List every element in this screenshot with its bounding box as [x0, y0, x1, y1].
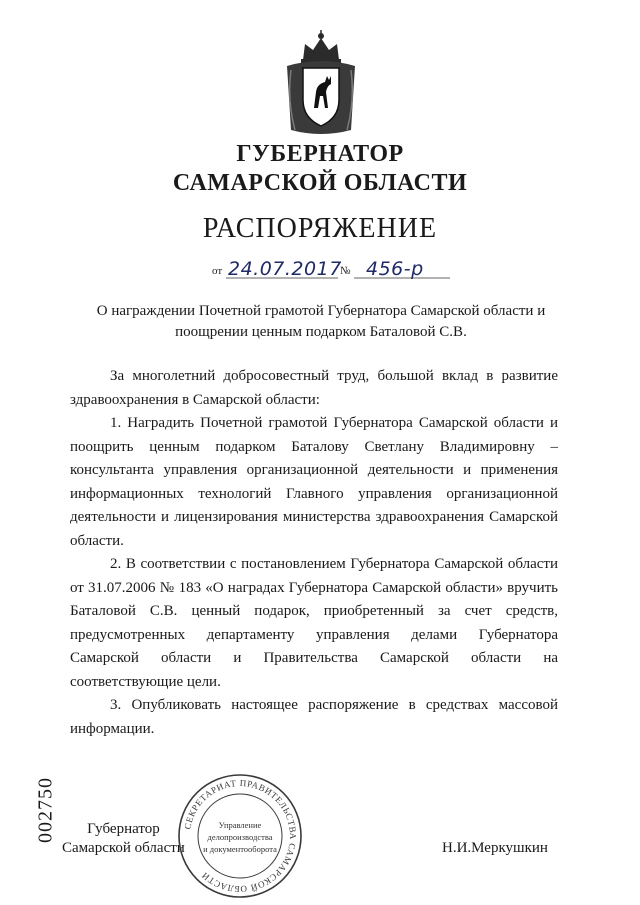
- item-3-paragraph: 3. Опубликовать настоящее распоряжение в средствах массовой информации.: [70, 697, 558, 737]
- preamble-paragraph: За многолетний добросовестный труд, большой вклад в развитие здравоохранения в Самарской области:: [70, 368, 558, 408]
- document-type: РАСПОРЯЖЕНИЕ: [202, 213, 438, 244]
- registry-side-code: [28, 760, 64, 860]
- number-label: №: [340, 265, 351, 277]
- coat-of-arms-icon: [281, 30, 361, 138]
- date-value: 24.07.2017: [228, 258, 342, 280]
- issuer-title-line2: САМАРСКОЙ ОБЛАСТИ: [172, 170, 468, 196]
- date-underline: [226, 277, 338, 279]
- side-code-text: 002750: [34, 777, 57, 843]
- stamp-center-line1: Управление: [218, 820, 262, 830]
- stamp-ring-text: СЕКРЕТАРИАТ ПРАВИТЕЛЬСТВА САМАРСКОЙ ОБЛАСТИ: [182, 777, 299, 895]
- stamp-center-line3: и документооборота: [203, 844, 277, 854]
- item-1-paragraph: 1. Наградить Почетной грамотой Губернатора Самарской области и поощрить ценным подарком Баталову Светлану Владимировну – консультанта управления организационной деятельности и применения информационных технологий Главного управления организационной деятельности и лицензирования министерства здравоохранения Самарской области.: [70, 415, 558, 549]
- office-stamp: [176, 772, 304, 900]
- item-2-paragraph: 2. В соответствии с постановлением Губернатора Самарской области от 31.07.2006 № 183 «О наградах Губернатора Самарской области» вручить Баталовой С.В. ценный подарок, приобретенный за счет средств, предусмотренных департаменту управления делами Губернатора Самарской области и Правительства Самарской области на соответствующие цели.: [70, 556, 558, 690]
- issuer-title-line1: ГУБЕРНАТОР: [236, 141, 404, 167]
- signatory-title: [62, 820, 185, 858]
- document-subject: О награждении Почетной грамотой Губернатора Самарской области и поощрении ценным подарком Баталовой С.В.: [96, 303, 546, 340]
- signatory-name: Н.И.Меркушкин: [442, 840, 548, 856]
- signatory-title-line1: Губернатор: [87, 821, 160, 837]
- stamp-center-line2: делопроизводства: [207, 832, 273, 842]
- number-underline: [354, 277, 450, 279]
- number-value: 456-р: [366, 258, 424, 280]
- date-label: от: [212, 265, 223, 277]
- registration-line: [212, 252, 472, 282]
- document-body: [70, 365, 558, 741]
- signatory-title-line2: Самарской области: [62, 840, 185, 856]
